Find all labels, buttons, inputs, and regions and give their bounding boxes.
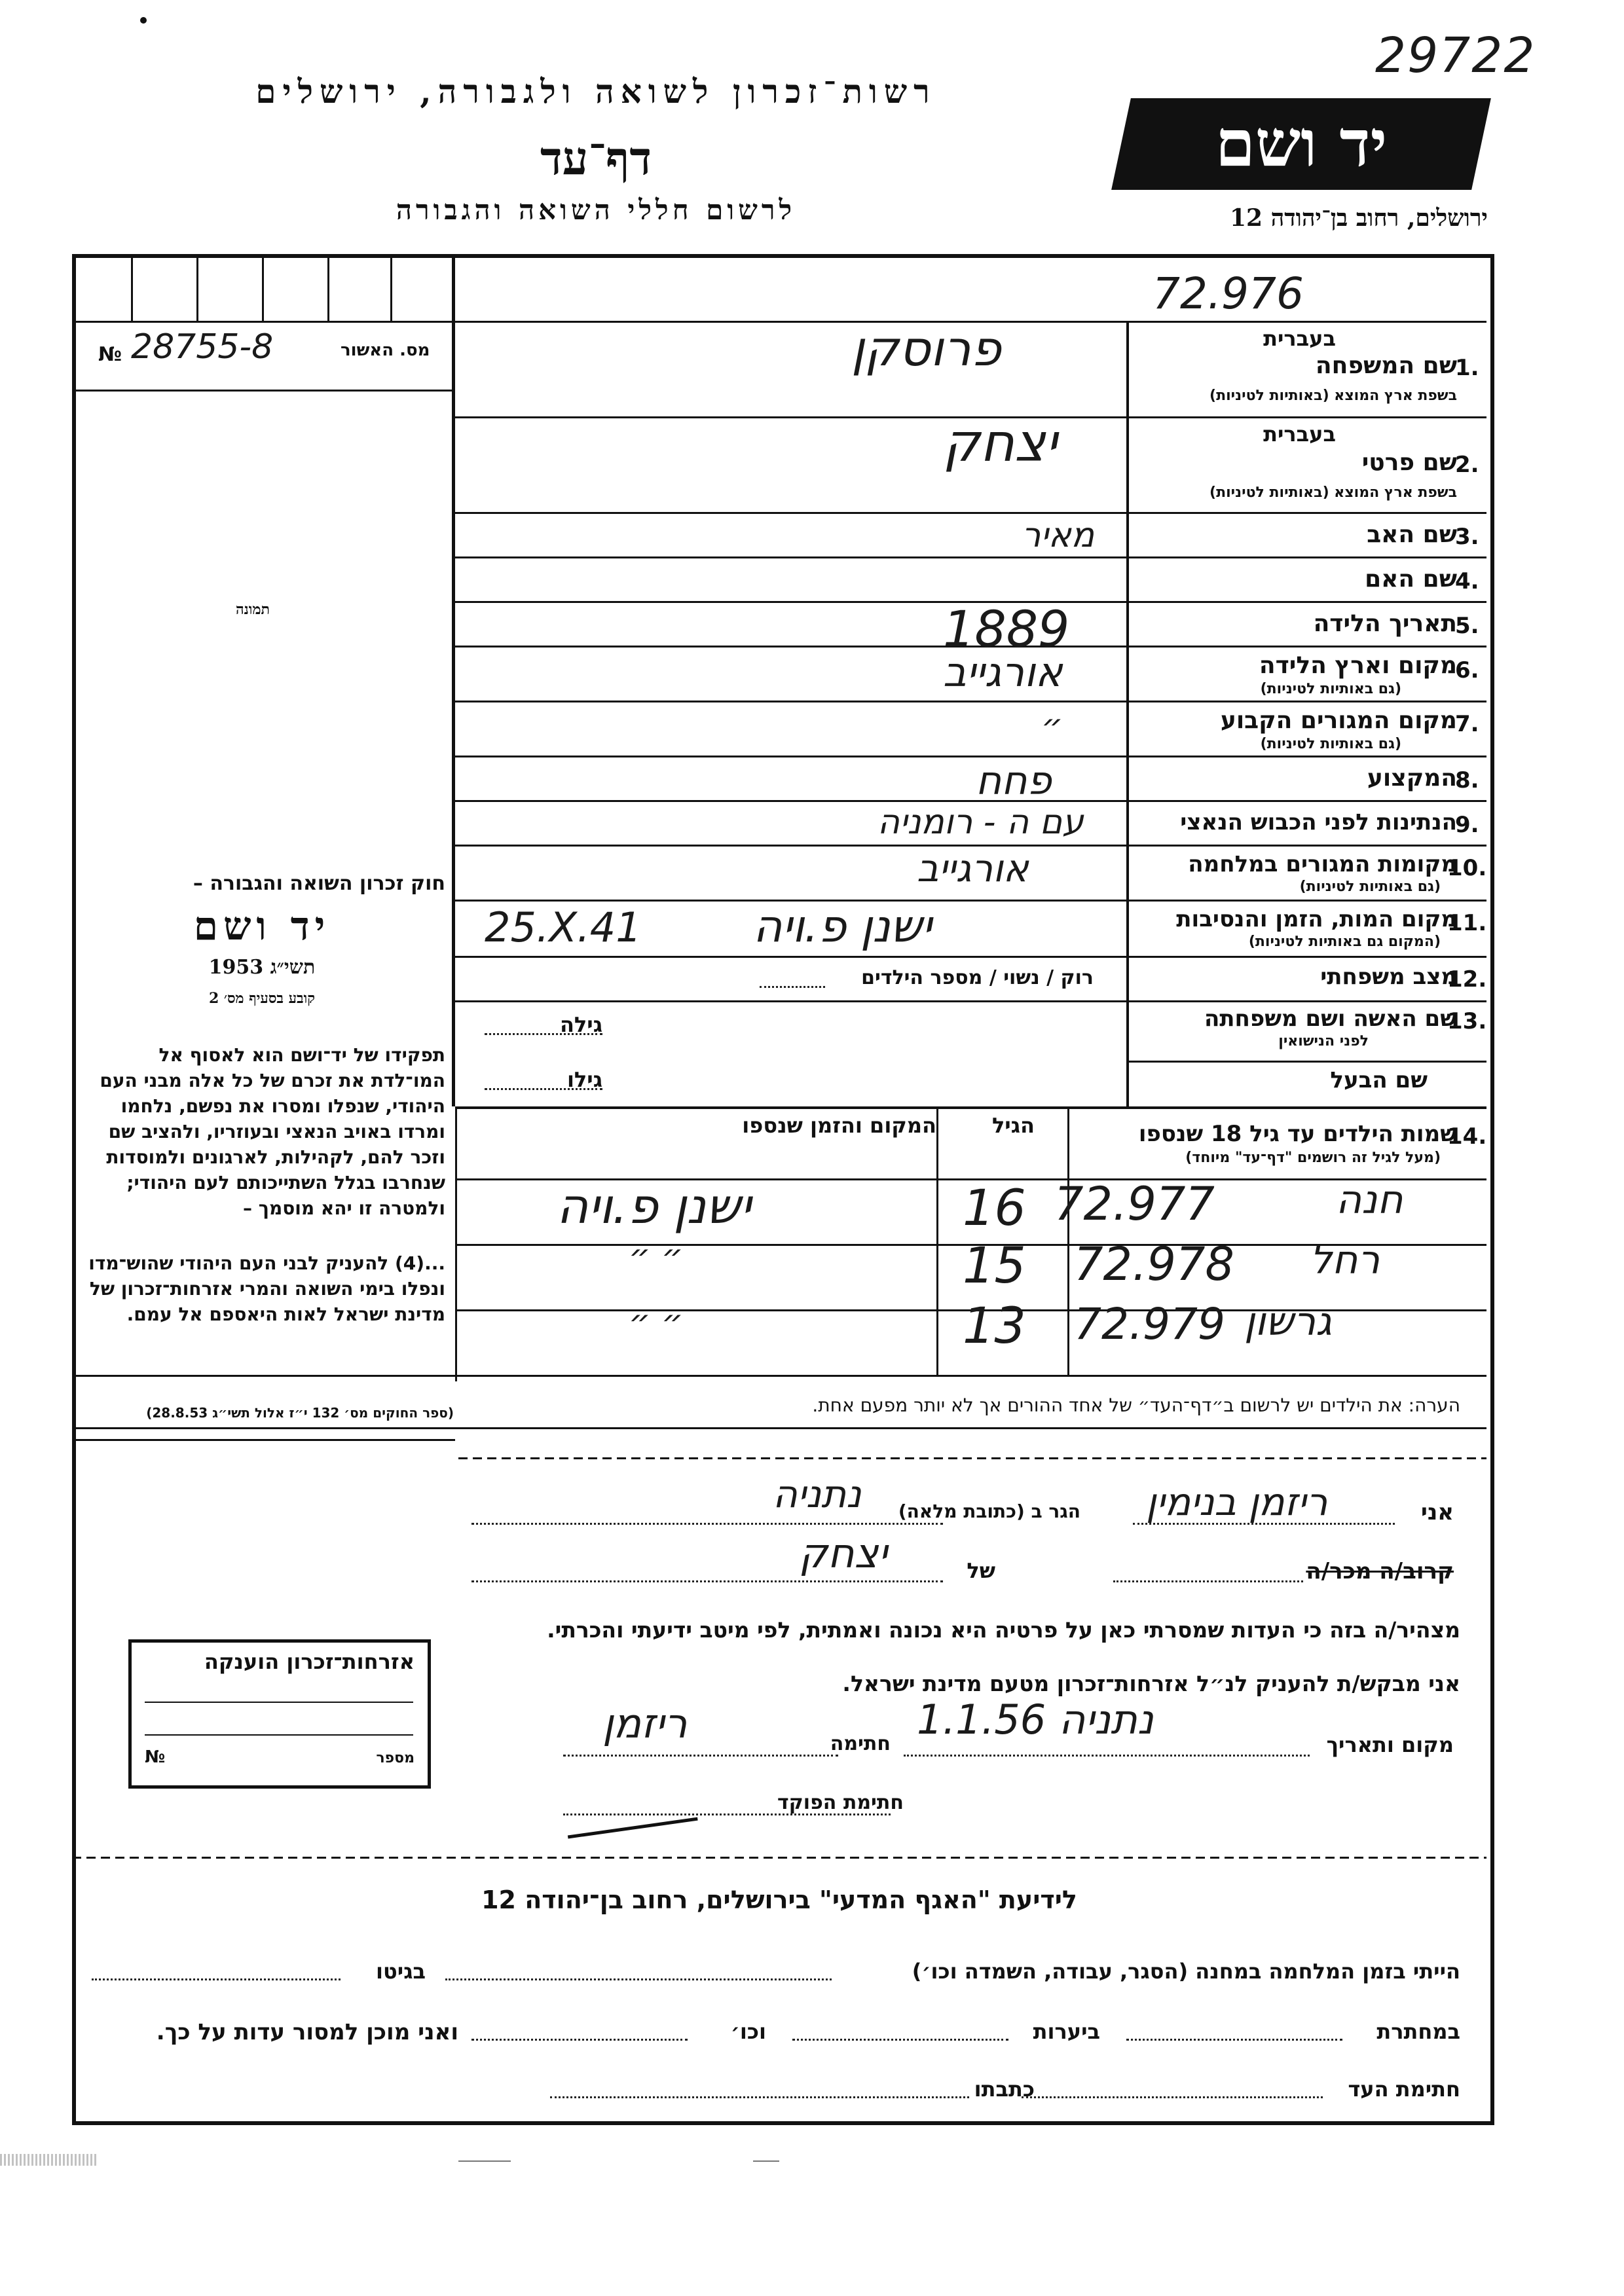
address: ירושלים, רחוב בן־יהודה 12 bbox=[1229, 204, 1488, 232]
wife-name-line[interactable] bbox=[485, 1033, 602, 1035]
law-name: יד ושם bbox=[193, 903, 331, 949]
place-date-value[interactable]: נתניה 1.1.56 bbox=[917, 1696, 1154, 1743]
child-age[interactable]: 16 bbox=[963, 1178, 1026, 1237]
declaration-statement: מצהיר/ה בזה כי העדות שמסרתי כאן על פרטיה היא נכונה ואמתית, לפי מיטב ידיעתי והכרתי. bbox=[547, 1617, 1460, 1643]
wartime-residence-sublabel: (גם באותיות לטיניות) bbox=[1299, 879, 1441, 895]
footer-divider bbox=[72, 1857, 1486, 1859]
authority-name: רשות־זכרון לשואה ולגבורה, ירושלים bbox=[255, 72, 936, 111]
archive-number: 29722 bbox=[1375, 27, 1536, 84]
field-num-5: 5. bbox=[1455, 613, 1479, 639]
hebrew-tag-2: בעברית bbox=[1263, 422, 1336, 446]
left-column-divider bbox=[452, 254, 455, 1106]
field-num-12: 12. bbox=[1447, 966, 1487, 993]
law-title: חוק זכרון השואה והגבורה – bbox=[193, 872, 445, 895]
first-name-sublabel: בשפת ארץ המוצא (באותיות לטיניות) bbox=[1209, 484, 1457, 501]
child-place[interactable]: ישנן פ.ויה bbox=[557, 1178, 752, 1235]
footer-title: לידיעת "האגף המדעי" בירושלים, רחוב בן־יהודה 12 bbox=[481, 1886, 1077, 1914]
place-date-label: מקום ותאריך bbox=[1326, 1732, 1454, 1757]
wife-name-label: שם האשה ושם משפחתה bbox=[1204, 1006, 1457, 1032]
footer-underground-label: במחתרת bbox=[1376, 2019, 1460, 2044]
citizenship-number-prefix: № bbox=[145, 1747, 166, 1767]
children-label: שמות הילדים עד גיל 18 שנספו bbox=[1138, 1121, 1457, 1147]
law-citation: (ספר החוקים מס׳ 132 י״ז אלול תשי״ג 28.8.53) bbox=[146, 1405, 454, 1421]
footer-witness-signature-label: חתימת העד bbox=[1348, 2077, 1460, 2102]
residence-label-decl: הגר ב (כתובת מלאה) bbox=[898, 1501, 1080, 1522]
law-body: תפקידו של יד־ושם הוא לאסוף אל המו־לדת את זכרם של כל אלה מבני העם היהודי, שנפלו ומסרו את נפשם, נלחמו ומרדו באויב הנאצי ובעוזריו, ולהציב שם וזכר להם, לקהילות, לארגונים ולמוסדות שנחרבו בגלל השתייכותם לעם היהודי; ולמטרה זו יהא מוסמך – bbox=[100, 1044, 445, 1219]
scan-line bbox=[458, 2160, 511, 2162]
signature-value[interactable]: ריזמן bbox=[602, 1700, 688, 1747]
husband-name-label: שם הבעל bbox=[1330, 1067, 1428, 1093]
birth-place-value[interactable]: אורגייב bbox=[943, 648, 1063, 696]
death-place-value[interactable]: ישנן פ.ויה bbox=[753, 901, 932, 953]
husband-given-name-label: גילו bbox=[566, 1067, 602, 1092]
death-place-label: מקום המות, הזמן והנסיבות bbox=[1176, 906, 1457, 932]
death-date-value[interactable]: 25.X.41 bbox=[485, 903, 642, 951]
scan-artifact bbox=[0, 2154, 98, 2166]
confirmation-number[interactable]: 28755-8 bbox=[131, 327, 274, 367]
death-place-sublabel: (המקום גם באותיות לטיניות) bbox=[1248, 934, 1441, 950]
law-body-2: ...(4) להעניק לבני העם היהודי שהוש־מדו ונפלו בימי השואה והמרי אזרחות־זכרון של מדינת ישראל לאות היאספם אל עמם. bbox=[88, 1252, 445, 1325]
footer-forests-label: ביערות bbox=[1033, 2019, 1100, 2044]
field-num-10: 10. bbox=[1447, 855, 1487, 881]
field-num-9: 9. bbox=[1455, 812, 1479, 838]
residence-value-decl[interactable]: נתניה bbox=[773, 1472, 862, 1516]
birth-date-label: תאריך הלידה bbox=[1313, 610, 1457, 637]
husband-name-line[interactable] bbox=[485, 1088, 602, 1090]
field-num-6: 6. bbox=[1455, 657, 1479, 683]
children-col-place: המקום והזמן שנספו bbox=[742, 1113, 936, 1138]
field-num-1: 1. bbox=[1455, 355, 1479, 381]
confirmation-prefix: № bbox=[98, 343, 122, 366]
child-id[interactable]: 72.977 bbox=[1054, 1177, 1215, 1231]
logo-text: יד ושם bbox=[1215, 106, 1388, 181]
family-name-value[interactable]: פרוסקן bbox=[851, 321, 1001, 377]
footer-camp-label: הייתי בזמן המלחמה במחנה (הסגר, עבודה, השמדה וכו׳) bbox=[912, 1959, 1460, 1984]
family-name-sublabel: בשפת ארץ המוצא (באותיות לטיניות) bbox=[1209, 388, 1457, 404]
profession-label: המקצוע bbox=[1367, 765, 1457, 792]
children-count-line[interactable] bbox=[760, 986, 825, 988]
field-num-8: 8. bbox=[1455, 767, 1479, 793]
residence-sublabel: (גם באותיות לטיניות) bbox=[1260, 736, 1401, 752]
wartime-residence-value[interactable]: אורגייב bbox=[917, 846, 1029, 890]
of-value[interactable]: יצחק bbox=[799, 1529, 888, 1577]
father-name-label: שם האב bbox=[1367, 521, 1457, 548]
first-name-value[interactable]: יצחק bbox=[943, 412, 1058, 473]
scan-line bbox=[753, 2160, 779, 2162]
form-subtitle: לרשום חללי השואה והגבורה bbox=[396, 194, 796, 226]
field-num-3: 3. bbox=[1455, 524, 1479, 550]
child-name[interactable]: גרשון bbox=[1244, 1299, 1332, 1345]
residence-label: מקום המגורים הקבוע bbox=[1220, 707, 1457, 734]
wartime-residence-label: מקומות המגורים במלחמה bbox=[1188, 851, 1457, 877]
residence-value[interactable]: ״ bbox=[1041, 707, 1063, 746]
field-num-7: 7. bbox=[1455, 711, 1479, 737]
citizenship-number-label: מספר bbox=[376, 1750, 415, 1766]
law-year: תשי״ג 1953 bbox=[208, 956, 316, 979]
children-sublabel: (מעל לגיל זה רושמים "דף־עד" מיוחד) bbox=[1185, 1150, 1441, 1166]
child-place[interactable]: ״ ״ bbox=[629, 1237, 684, 1277]
mother-name-label: שם האם bbox=[1365, 566, 1457, 592]
children-col-age: הגיל bbox=[991, 1113, 1035, 1138]
field-num-2: 2. bbox=[1455, 452, 1479, 478]
family-name-label: שם המשפחה bbox=[1315, 352, 1457, 379]
declarant-label: אני bbox=[1420, 1499, 1454, 1525]
children-note: הערה: את הילדים יש לרשום ב״דף־העד״ של אחד ההורים אך לא יותר מפעם אחת. bbox=[812, 1394, 1460, 1416]
marital-status-label: מצב משפחתי bbox=[1320, 964, 1457, 990]
form-title: דף־עד bbox=[540, 131, 652, 185]
page-id: 72.976 bbox=[1153, 268, 1304, 319]
child-place[interactable]: ״ ״ bbox=[629, 1303, 684, 1342]
confirmation-label: מס. האשור bbox=[341, 340, 430, 360]
father-name-value[interactable]: מאיר bbox=[1022, 516, 1095, 555]
yad-vashem-logo bbox=[1111, 98, 1491, 190]
footer-ghetto-label: בגיטו bbox=[376, 1959, 426, 1984]
signature-label: חתימה bbox=[830, 1732, 891, 1755]
declaration-divider bbox=[458, 1457, 1486, 1459]
declaration-request: אני מבקש/ת להעניק לנ״ל אזרחות־זכרון מטעם מדינת ישראל. bbox=[842, 1671, 1460, 1696]
birth-place-label: מקום וארץ הלידה bbox=[1259, 652, 1457, 679]
citizenship-title: אזרחות־זכרון הוענקה bbox=[204, 1649, 415, 1674]
footer-testimony-label: ואני מוכן למסור עדות על כך. bbox=[156, 2019, 458, 2045]
child-age[interactable]: 15 bbox=[963, 1236, 1026, 1294]
field-num-11: 11. bbox=[1447, 910, 1487, 936]
citizenship-value[interactable]: עם ה - רומניה bbox=[877, 803, 1084, 842]
corner-mark bbox=[140, 17, 147, 24]
child-age[interactable]: 13 bbox=[963, 1296, 1026, 1355]
profession-value[interactable]: פחח bbox=[976, 758, 1052, 804]
wife-given-name-label: גילה bbox=[559, 1012, 602, 1037]
field-num-14: 14. bbox=[1447, 1123, 1487, 1150]
child-name[interactable]: רחל bbox=[1310, 1237, 1380, 1283]
child-id[interactable]: 72.979 bbox=[1074, 1299, 1225, 1349]
citizenship-label: הנתינות לפני הכבוש הנאצי bbox=[1180, 809, 1457, 835]
field-num-4: 4. bbox=[1455, 568, 1479, 594]
child-id[interactable]: 72.978 bbox=[1074, 1237, 1234, 1291]
relative-label: קרוב/ה מכר/ה bbox=[1306, 1558, 1454, 1584]
field-num-13: 13. bbox=[1447, 1008, 1487, 1034]
first-name-label: שם פרטי bbox=[1361, 449, 1457, 476]
marital-options: רוק / נשוי / מספר הילדים bbox=[861, 966, 1094, 989]
declarant-value[interactable]: ריזמן בנימין bbox=[1146, 1480, 1328, 1524]
footer-etc-label: וכו׳ bbox=[730, 2019, 766, 2044]
child-name[interactable]: חנה bbox=[1336, 1177, 1403, 1223]
of-label: של bbox=[967, 1558, 995, 1583]
official-signature-label: חתימת הפוקד bbox=[777, 1791, 904, 1814]
wife-name-sublabel: לפני הנישואין bbox=[1278, 1033, 1369, 1049]
field-label-family-name bbox=[1316, 352, 1457, 379]
photo-label: תמונה bbox=[236, 601, 270, 618]
birth-date-value[interactable]: 1889 bbox=[943, 600, 1070, 658]
footer-address-label: כתבתו bbox=[974, 2077, 1035, 2102]
citizenship-box bbox=[128, 1639, 431, 1789]
label-column-divider bbox=[1126, 321, 1129, 1106]
birth-place-sublabel: (גם באותיות לטיניות) bbox=[1260, 681, 1401, 697]
law-clause: קובע בסעיף מס׳ 2 bbox=[208, 990, 316, 1007]
hebrew-tag-1: בעברית bbox=[1263, 326, 1336, 351]
